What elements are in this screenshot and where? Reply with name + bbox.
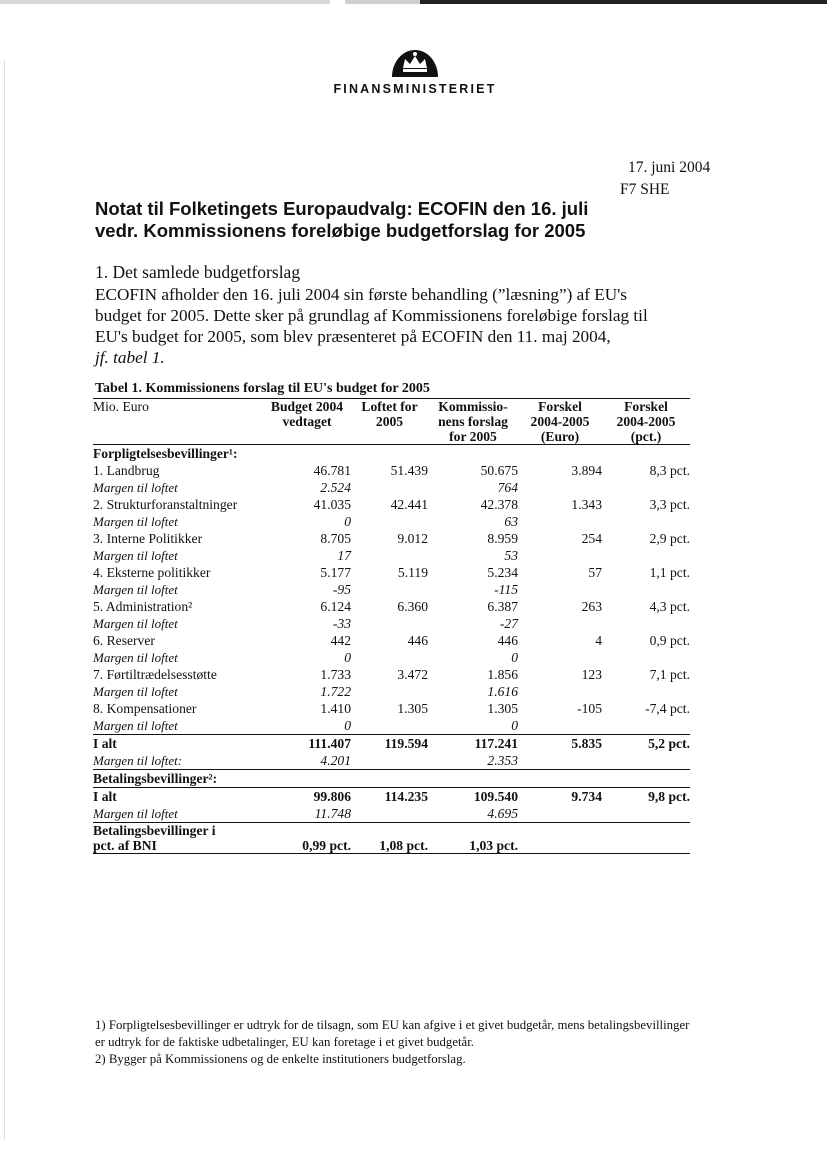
cell-pct: 7,1 pct.	[649, 667, 690, 682]
cell-margin-label: Margen til loftet	[93, 480, 178, 495]
table-row	[93, 530, 690, 547]
table-row	[93, 496, 690, 513]
scan-edge-left	[4, 60, 5, 1140]
cell-margin-budget: 17	[337, 548, 351, 563]
cell-ceiling: 1.305	[397, 701, 428, 716]
cell-budget: 41.035	[313, 497, 351, 512]
cell-proposal: 1.305	[487, 701, 518, 716]
cell-proposal: 42.378	[480, 497, 518, 512]
table-reference: jf. tabel 1.	[95, 348, 165, 367]
margin-row	[93, 513, 690, 530]
document-reference: F7 SHE	[620, 181, 670, 198]
margin-row	[93, 649, 690, 666]
table-row	[93, 700, 690, 717]
cell-ceiling: 5.119	[397, 565, 428, 580]
footnote-2: 2) Bygger på Kommissionens og de enkelte institutioners budgetforslag.	[95, 1052, 466, 1066]
cell-pct: 2,9 pct.	[649, 531, 690, 546]
header-diff-pct: Forskel 2004-2005 (pct.)	[616, 399, 676, 444]
cell-diff: 1.343	[571, 497, 602, 512]
cell-label: 8. Kompensationer	[93, 701, 197, 716]
cell-pct: 4,3 pct.	[649, 599, 690, 614]
cell-margin-proposal: 53	[504, 548, 518, 563]
total-commitments-margin-row: Margen til loftet: 4.201 2.353	[93, 753, 518, 768]
cell-pct: 8,3 pct.	[649, 463, 690, 478]
cell-budget: 6.124	[320, 599, 351, 614]
cell-proposal: 5.234	[487, 565, 518, 580]
margin-row	[93, 581, 690, 598]
cell-proposal: 446	[497, 633, 518, 648]
cell-proposal: 6.387	[487, 599, 518, 614]
table-caption: Tabel 1. Kommissionens forslag til EU's budget for 2005	[95, 381, 430, 396]
cell-label: 3. Interne Politikker	[93, 531, 203, 546]
header-ceiling: Loftet for 2005	[361, 399, 418, 429]
table-rows	[93, 462, 690, 735]
cell-pct: -7,4 pct.	[645, 701, 690, 716]
header-proposal: Kommissio- nens forslag for 2005	[438, 399, 508, 444]
section-payments: Betalingsbevillinger²:	[93, 770, 690, 788]
cell-label: 5. Administration²	[93, 599, 193, 614]
cell-ceiling: 9.012	[397, 531, 428, 546]
table-row	[93, 462, 690, 479]
cell-ceiling: 3.472	[397, 667, 428, 682]
budget-table	[93, 398, 690, 854]
cell-diff: 263	[581, 599, 602, 614]
cell-ceiling: 446	[407, 633, 428, 648]
cell-margin-proposal: 0	[511, 650, 518, 665]
cell-margin-budget: 0	[344, 650, 351, 665]
cell-margin-label: Margen til loftet	[93, 616, 178, 631]
section-heading: 1. Det samlede budgetforslag	[95, 262, 301, 282]
table-row	[93, 632, 690, 649]
cell-label: 6. Reserver	[93, 633, 155, 648]
cell-label: 1. Landbrug	[93, 463, 160, 478]
total-commitments-row: I alt 111.407 119.594 117.241 5.835 5,2 pct.	[93, 736, 690, 751]
margin-row	[93, 683, 690, 700]
bni-row: Betalingsbevillinger i pct. af BNI 0,99 pct. 1,08 pct. 1,03 pct.	[93, 823, 690, 854]
cell-pct: 3,3 pct.	[649, 497, 690, 512]
header-budget: Budget 2004 vedtaget	[270, 399, 344, 429]
cell-pct: 0,9 pct.	[649, 633, 690, 648]
cell-margin-budget: 0	[344, 514, 351, 529]
cell-diff: 3.894	[571, 463, 602, 478]
table-row	[93, 598, 690, 615]
cell-margin-budget: 0	[344, 718, 351, 733]
cell-margin-proposal: 764	[497, 480, 518, 495]
section-commitments: Forpligtelsesbevillinger¹:	[93, 446, 238, 461]
margin-row	[93, 547, 690, 564]
margin-row	[93, 615, 690, 632]
cell-margin-label: Margen til loftet	[93, 684, 178, 699]
cell-margin-budget: -95	[332, 582, 351, 597]
cell-proposal: 50.675	[480, 463, 518, 478]
org-name: FINANSMINISTERIET	[333, 82, 497, 96]
cell-margin-label: Margen til loftet	[93, 548, 178, 563]
total-payments-row: I alt 99.806 114.235 109.540 9.734 9,8 pct.	[93, 789, 690, 804]
cell-margin-proposal: 0	[511, 718, 518, 733]
cell-diff: 57	[588, 565, 602, 580]
cell-margin-proposal: -27	[499, 616, 518, 631]
cell-margin-proposal: 1.616	[487, 684, 518, 699]
cell-pct: 1,1 pct.	[649, 565, 690, 580]
cell-diff: -105	[577, 701, 602, 716]
cell-label: 7. Førtiltrædelsesstøtte	[93, 667, 217, 682]
cell-diff: 4	[595, 633, 602, 648]
cell-margin-budget: -33	[332, 616, 351, 631]
table-row	[93, 564, 690, 581]
cell-margin-label: Margen til loftet	[93, 718, 178, 733]
cell-proposal: 8.959	[487, 531, 518, 546]
cell-margin-label: Margen til loftet	[93, 650, 178, 665]
margin-row	[93, 717, 690, 735]
margin-row	[93, 479, 690, 496]
cell-budget: 8.705	[320, 531, 351, 546]
cell-margin-label: Margen til loftet	[93, 582, 178, 597]
cell-budget: 1.410	[320, 701, 351, 716]
document-title: Notat til Folketingets Europaudvalg: ECOFIN den 16. juli vedr. Kommissionens foreløbige budgetforslag for 2005	[95, 198, 589, 241]
cell-margin-budget: 1.722	[320, 684, 351, 699]
cell-diff: 123	[581, 667, 602, 682]
cell-label: 4. Eksterne politikker	[93, 565, 211, 580]
scan-edge-top	[0, 0, 827, 4]
cell-margin-proposal: 63	[504, 514, 518, 529]
ministry-logo	[330, 46, 500, 96]
cell-ceiling: 6.360	[397, 599, 428, 614]
total-payments-margin-row: Margen til loftet 11.748 4.695	[93, 806, 518, 821]
cell-budget: 46.781	[313, 463, 351, 478]
cell-diff: 254	[581, 531, 602, 546]
footnote-1: 1) Forpligtelsesbevillinger er udtryk for de tilsagn, som EU kan afgive i et givet budgetår, mens betalingsbevillinger er udtryk for de faktiske udbetalinger, EU kan foretage i et givet budgetår.	[95, 1018, 690, 1049]
cell-label: 2. Strukturforanstaltninger	[93, 497, 238, 512]
crown-icon	[390, 46, 440, 78]
cell-margin-budget: 2.524	[320, 480, 351, 495]
header-unit: Mio. Euro	[93, 399, 149, 414]
header-diff-euro: Forskel 2004-2005 (Euro)	[530, 399, 590, 444]
section-paragraph	[95, 284, 675, 368]
table-row	[93, 666, 690, 683]
cell-margin-label: Margen til loftet	[93, 514, 178, 529]
cell-ceiling: 51.439	[390, 463, 428, 478]
footnotes	[95, 1017, 695, 1068]
paragraph-text: ECOFIN afholder den 16. juli 2004 sin første behandling (”læsning”) af EU's budget for 2005. Dette sker på grundlag af Kommissionens foreløbige forslag til EU's budget for 2005, som blev præsenteret på ECOFIN den 11. maj 2004,	[95, 285, 648, 346]
table-header	[93, 399, 690, 445]
cell-budget: 1.733	[320, 667, 351, 682]
document-date: 17. juni 2004	[628, 159, 711, 176]
cell-margin-proposal: -115	[494, 582, 518, 597]
cell-budget: 5.177	[320, 565, 351, 580]
cell-budget: 442	[330, 633, 351, 648]
cell-ceiling: 42.441	[390, 497, 428, 512]
cell-proposal: 1.856	[487, 667, 518, 682]
